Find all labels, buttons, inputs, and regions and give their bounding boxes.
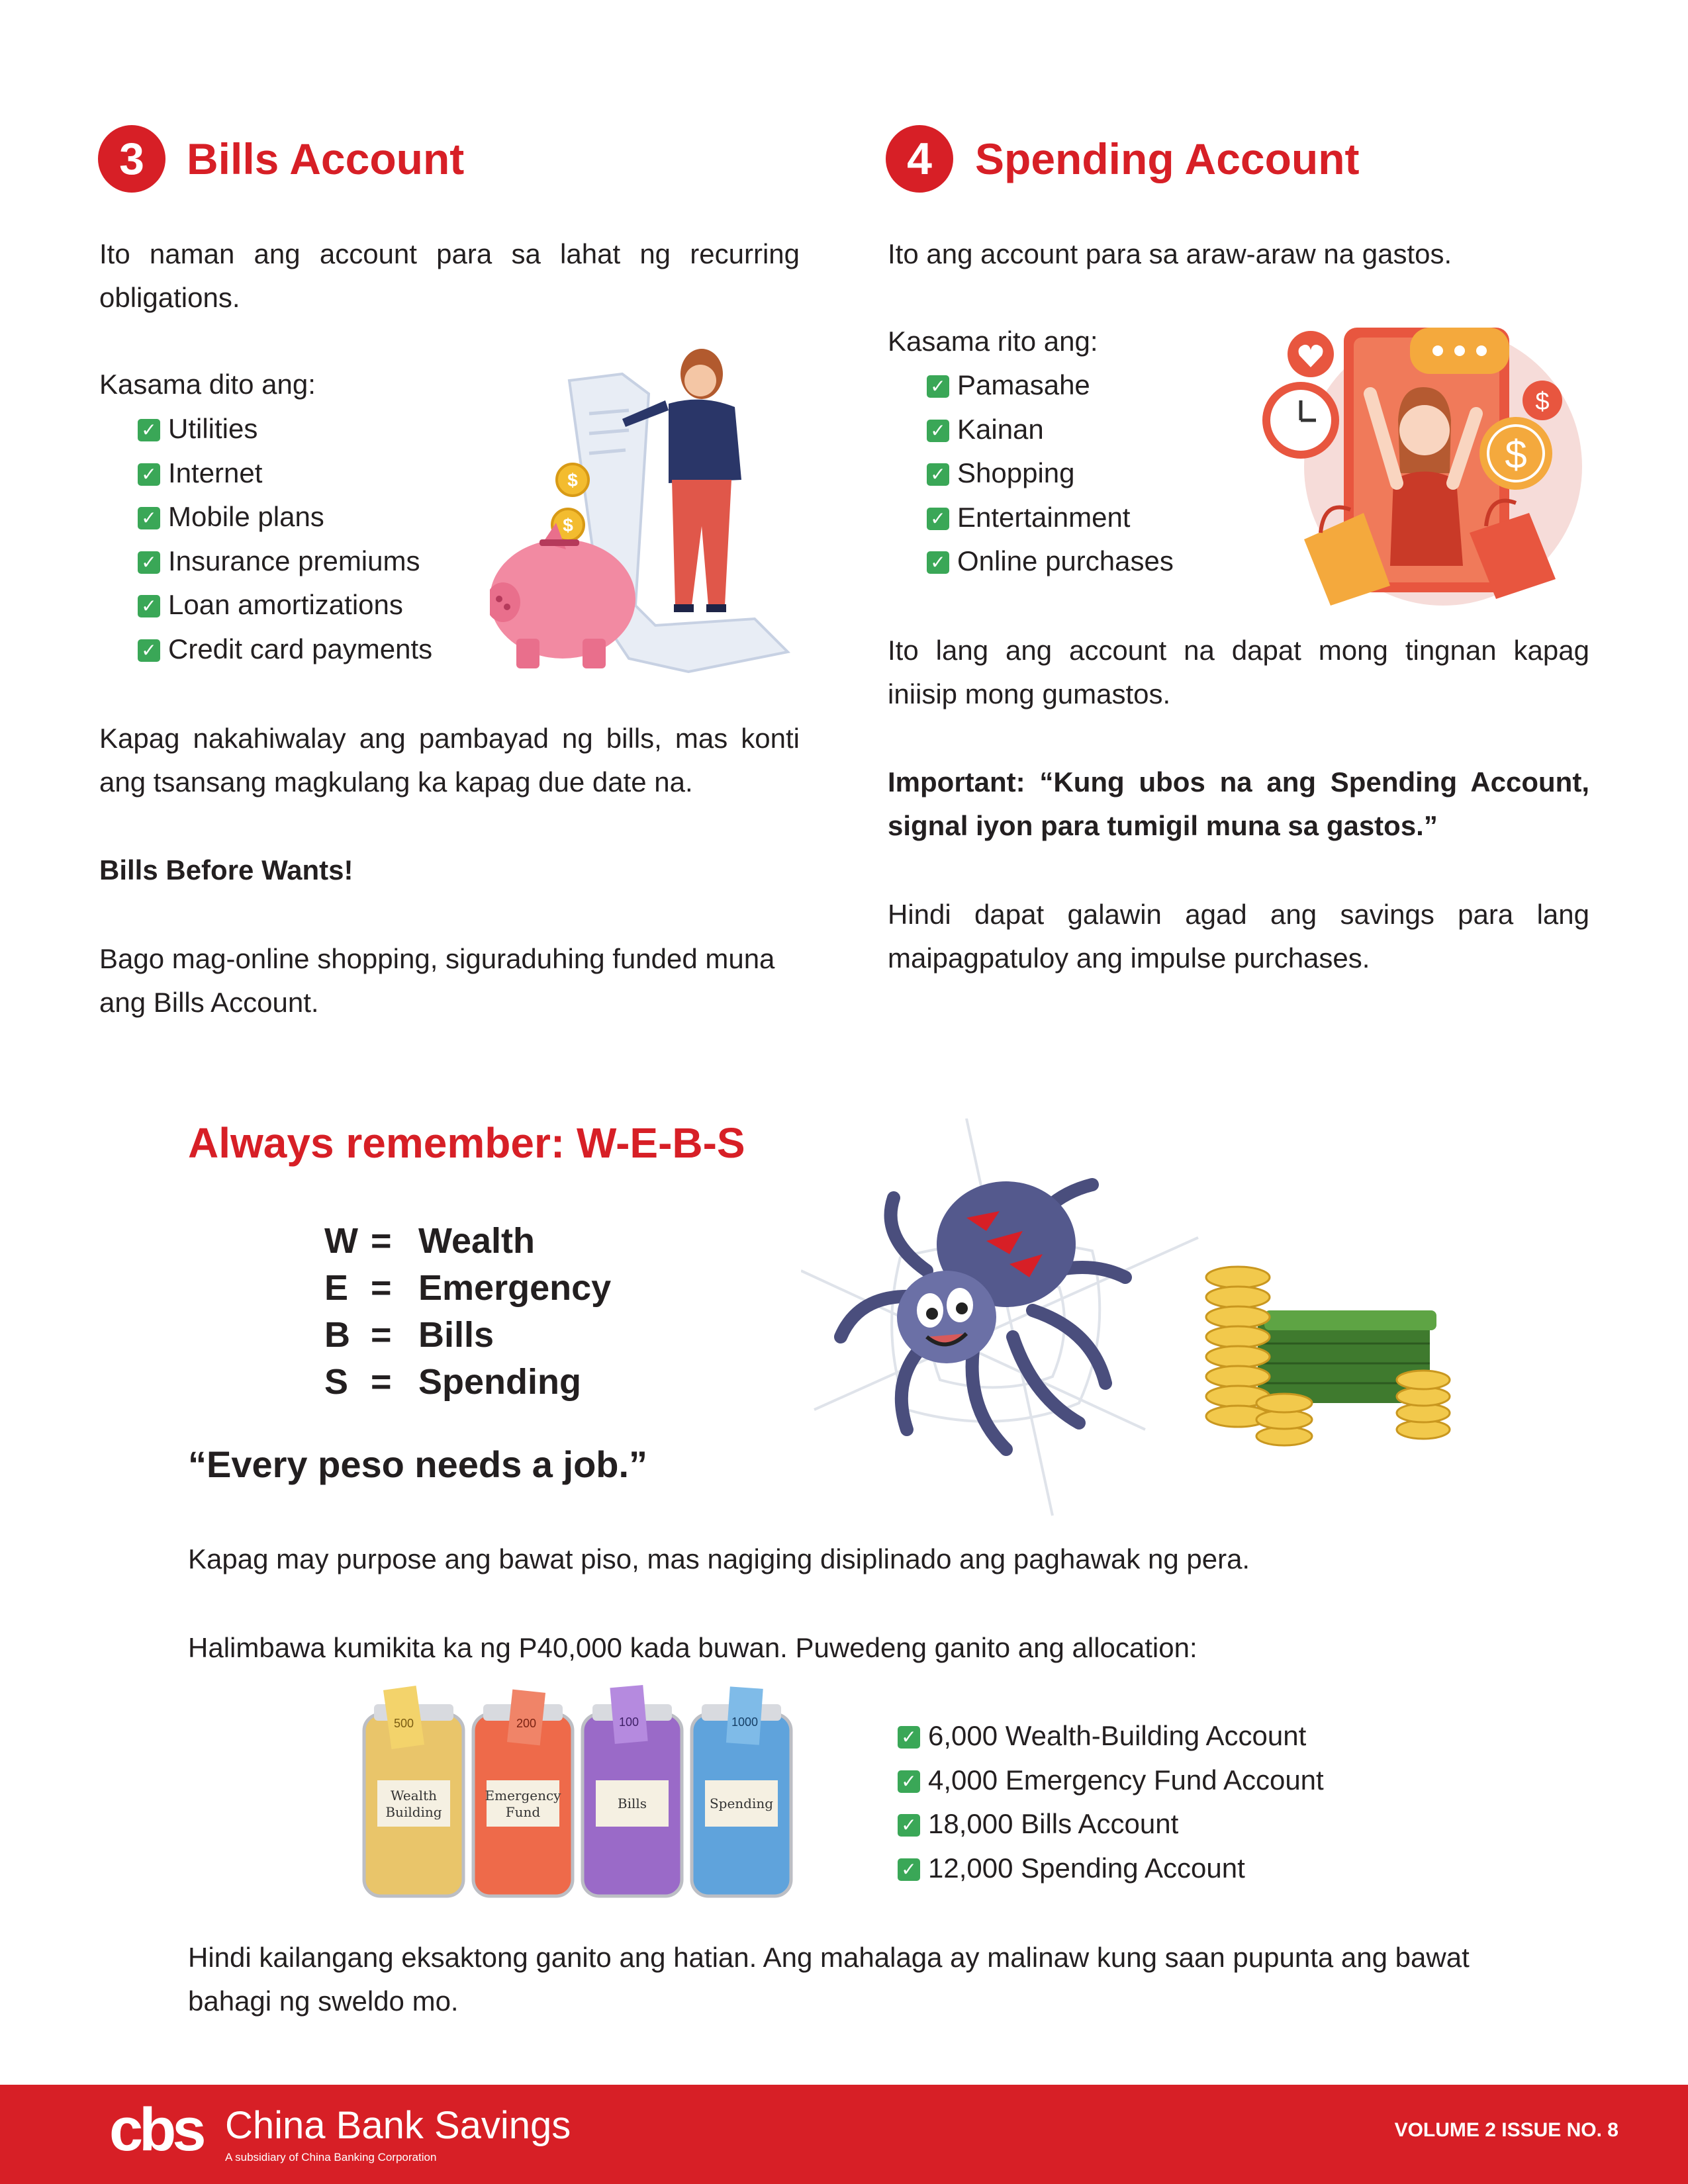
spending-important-note: Important: “Kung ubos na ang Spending Account, signal iyon para tumigil muna sa gastos.” (888, 766, 1589, 841)
svg-text:Wealth: Wealth (391, 1788, 437, 1803)
piggy-bank-illustration (490, 341, 794, 685)
bills-checklist (138, 407, 432, 671)
bills-paragraph-2: Bago mag-online shopping, siguraduhing funded muna ang Bills Account. (99, 943, 775, 1018)
list-item: ✓ Credit card payments (138, 627, 432, 672)
svg-text:$: $ (567, 470, 578, 490)
spending-paragraph-1: Ito lang ang account na dapat mong tingnan kapag iniisip mong gumastos. (888, 635, 1589, 709)
brand-tagline: A subsidiary of China Banking Corporation (225, 2151, 437, 2163)
svg-text:Building: Building (385, 1804, 442, 1820)
checkbox-icon: ✓ (138, 419, 160, 441)
webs-quote: “Every peso needs a job.” (188, 1443, 648, 1485)
webs-row: B = Bills (324, 1315, 494, 1355)
list-item: ✓ 4,000 Emergency Fund Account (898, 1758, 1324, 1803)
bills-account-title: Bills Account (187, 134, 465, 183)
checkbox-icon: ✓ (138, 595, 160, 617)
svg-text:500: 500 (394, 1717, 414, 1730)
spending-jar (692, 1686, 791, 1896)
webs-row: S = Spending (324, 1362, 581, 1402)
checkbox-icon: ✓ (898, 1770, 920, 1793)
list-item: ✓ 6,000 Wealth-Building Account (898, 1714, 1324, 1758)
webs-row: W = Wealth (324, 1221, 536, 1261)
bills-jar (583, 1685, 682, 1896)
list-item: ✓ Online purchases (927, 539, 1174, 584)
list-item: ✓ Kainan (927, 408, 1174, 452)
svg-text:Fund: Fund (505, 1804, 541, 1820)
checkbox-icon: ✓ (138, 551, 160, 574)
webs-row: E = Emergency (324, 1268, 612, 1308)
checkbox-icon: ✓ (138, 639, 160, 662)
spending-account-title: Spending Account (975, 134, 1360, 183)
webs-heading: Always remember: W-E-B-S (188, 1119, 745, 1167)
svg-text:Bills: Bills (617, 1796, 647, 1811)
checkbox-icon: ✓ (138, 463, 160, 486)
bills-emphasis: Bills Before Wants! (99, 854, 353, 886)
spending-list-heading: Kasama rito ang: (888, 326, 1098, 357)
checkbox-icon: ✓ (898, 1814, 920, 1837)
closing-paragraph: Hindi kailangang eksaktong ganito ang hatian. Ang mahalaga ay malinaw kung saan pupunta ang bawat bahagi ng sweldo mo. (188, 1942, 1470, 2017)
svg-text:1000: 1000 (731, 1715, 759, 1729)
wealth-jar (364, 1686, 463, 1896)
issue-number: VOLUME 2 ISSUE NO. 8 (1394, 2119, 1618, 2141)
list-item: ✓ Insurance premiums (138, 539, 432, 584)
bills-paragraph-1: Kapag nakahiwalay ang pambayad ng bills, mas konti ang tsansang magkulang ka kapag due date na. (99, 723, 800, 797)
list-item: ✓ Internet (138, 451, 432, 496)
webs-legend (324, 1218, 611, 1406)
webs-paragraph-1: Kapag may purpose ang bawat piso, mas nagiging disiplinado ang paghawak ng pera. (188, 1543, 1250, 1574)
spending-checklist (927, 363, 1174, 584)
webs-paragraph-2: Halimbawa kumikita ka ng P40,000 kada buwan. Puwedeng ganito ang allocation: (188, 1632, 1197, 1663)
checkbox-icon: ✓ (927, 375, 949, 398)
footer-bar (0, 2085, 1688, 2184)
bills-list-heading: Kasama dito ang: (99, 369, 316, 400)
spending-intro: Ito ang account para sa araw-araw na gastos. (888, 238, 1452, 269)
checkbox-icon: ✓ (898, 1858, 920, 1881)
online-shopping-illustration (1258, 314, 1602, 612)
checkbox-icon: ✓ (927, 420, 949, 442)
svg-text:Emergency: Emergency (485, 1788, 561, 1803)
list-item: ✓ Entertainment (927, 496, 1174, 540)
section-number-badge: 4 (886, 125, 953, 193)
checkbox-icon: ✓ (927, 508, 949, 530)
list-item: ✓ Shopping (927, 451, 1174, 496)
section-number-badge: 3 (98, 125, 165, 193)
list-item: ✓ 18,000 Bills Account (898, 1802, 1324, 1846)
list-item: ✓ 12,000 Spending Account (898, 1846, 1324, 1891)
svg-text:$: $ (1535, 388, 1550, 416)
emergency-jar (473, 1690, 573, 1896)
checkbox-icon: ✓ (927, 551, 949, 574)
checkbox-icon: ✓ (898, 1726, 920, 1749)
svg-text:$: $ (1505, 432, 1527, 477)
list-item: ✓ Mobile plans (138, 495, 432, 539)
svg-text:Spending: Spending (709, 1796, 774, 1811)
checkbox-icon: ✓ (927, 463, 949, 486)
spider-money-illustration (801, 1118, 1463, 1529)
list-item: ✓ Loan amortizations (138, 583, 432, 627)
svg-text:$: $ (563, 515, 573, 535)
list-item: ✓ Utilities (138, 407, 432, 451)
cbs-logo-mark: cbs (109, 2096, 203, 2163)
bills-intro: Ito naman ang account para sa lahat ng recurring obligations. (99, 238, 800, 313)
spending-paragraph-2: Hindi dapat galawin agad ang savings para lang maipagpatuloy ang impulse purchases. (888, 899, 1589, 974)
allocation-checklist (898, 1714, 1324, 1890)
money-jars-illustration (357, 1681, 808, 1906)
brand-name: China Bank Savings (225, 2104, 571, 2147)
list-item: ✓ Pamasahe (927, 363, 1174, 408)
svg-text:200: 200 (516, 1717, 537, 1730)
svg-text:100: 100 (619, 1715, 639, 1729)
checkbox-icon: ✓ (138, 507, 160, 529)
